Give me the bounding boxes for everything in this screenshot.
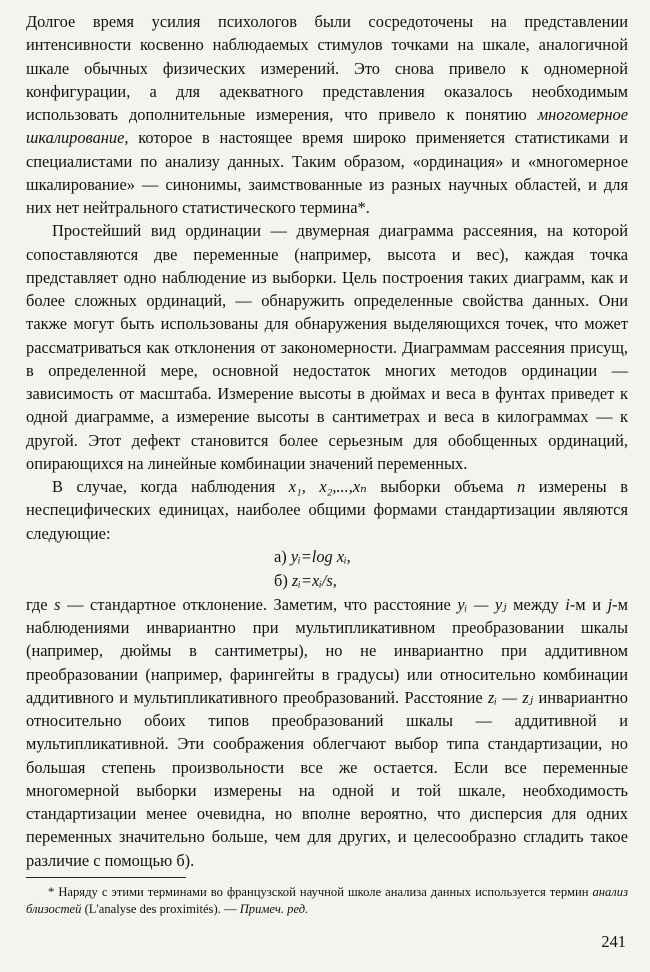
math-j: j xyxy=(607,594,613,614)
footnote-text-a: Наряду с этими терминами во французской научной школе анализа данных используется термин xyxy=(54,885,593,899)
footnote-divider xyxy=(26,877,186,878)
formula-b-expr: zᵢ=xᵢ/s, xyxy=(291,570,337,590)
paragraph-1-text: Долгое время усилия психологов были сосредоточены на представлении интенсивности косвенно наблюдаемых стимулов точками на шкале, аналогичной шкале обычных физических измерений. Это снова привело к одномерной конфигурации, а для адекватного представления оказалось необходимым использовать дополнительные измерения, что привело к понятию xyxy=(26,12,628,124)
paragraph-1-tail: которое в настоящее время широко применяется статистиками и специалистами по анализу данных. Таким образом, «ординация» и «многомерное шкалирование» — синонимы, заимствованные из разных научных областей, и для них нет нейтрального статистического термина*. xyxy=(26,128,628,217)
formula-a xyxy=(26,545,628,569)
paragraph-4 xyxy=(26,593,628,872)
math-i: i xyxy=(565,594,570,614)
math-yi-yj: yᵢ — yⱼ xyxy=(457,594,507,614)
paragraph-4-text-e: -м наблюдениями инвариантно при мультипликативном преобразовании шкалы (например, дюймы в сантиметры), но не инвариантно при аддитивном преобразовании (например, фарингейты в градусы) или относительно комбинации аддитивного и мультипликативного преобразований. Расстояние xyxy=(26,594,628,707)
page-number: 241 xyxy=(601,932,626,951)
formula-a-label: а) xyxy=(274,546,287,566)
footnote xyxy=(26,884,628,917)
paragraph-3-text-c: измерены в неспецифических единицах, наиболее общими формами стандартизации являются следующие: xyxy=(26,477,628,543)
math-n: n xyxy=(517,477,526,496)
paragraph-3 xyxy=(26,475,628,545)
formula-a-expr: yᵢ=log xᵢ, xyxy=(290,546,351,566)
term-multidimensional-scaling: многомерное шкалирование, xyxy=(26,105,628,148)
math-s: s xyxy=(54,594,61,614)
footnote-term: анализ близостей xyxy=(26,885,628,916)
math-observations: x₁, x₂,...,xₙ xyxy=(288,477,367,496)
paragraph-4-text-a: где xyxy=(26,594,55,614)
footnote-marker: * xyxy=(48,885,55,899)
paragraph-4-text-c: между xyxy=(506,594,566,614)
main-text xyxy=(26,10,628,872)
paragraph-3-text-a: В случае, когда наблюдения xyxy=(52,477,289,496)
paragraph-1 xyxy=(26,10,628,219)
footnote-editor-note: Примеч. ред. xyxy=(239,901,309,916)
footnote-text-b: (L'analyse des proximités). — xyxy=(81,901,240,916)
formula-b-label: б) xyxy=(274,570,288,590)
paragraph-4-text-d: -м и xyxy=(569,594,608,614)
paragraph-2: Простейший вид ординации — двумерная диаграмма рассеяния, на которой сопоставляются две переменные (например, высота и вес), каждая точка представляет одно наблюдение из выборки. Цель построения таких диаграмм, как и более сложных ординаций, — обнаружить определенные свойства данных. Они также могут быть использованы для обнаружения выделяющихся точек, что может рассматриваться как отклонения от закономерности. Диаграммам рассеяния присущ, в определенной мере, основной недостаток многих методов ординации — зависимость от масштаба. Измерение высоты в дюймах и веса в фунтах приведет к одной диаграмме, а измерение высоты в сантиметрах и веса в килограммах — к другой. Этот дефект становится более серьезным для обобщенных ординаций, опирающихся на линейные комбинации значений переменных. xyxy=(26,221,628,473)
formula-block xyxy=(26,545,628,593)
paragraph-3-text-b: выборки объема xyxy=(366,477,518,496)
paragraph-4-text-b: — стандартное отклонение. Заметим, что расстояние xyxy=(60,594,458,614)
paragraph-4-text-f: инвариантно относительно обоих типов преобразований шкалы — аддитивной и мультипликативной. Эти соображения облегчают выбор типа стандартизации, но большая степень произвольности все же остается. Если все переменные многомерной выборки измерены на одной и той шкале, необходимость стандартизации менее очевидна, но вполне вероятно, что дисперсия для одних переменных значительно больше, чем для других, и целесообразно сгладить такое различие с помощью б). xyxy=(26,687,628,870)
formula-b xyxy=(26,569,628,593)
math-zi-zj: zᵢ — zⱼ xyxy=(488,687,534,707)
